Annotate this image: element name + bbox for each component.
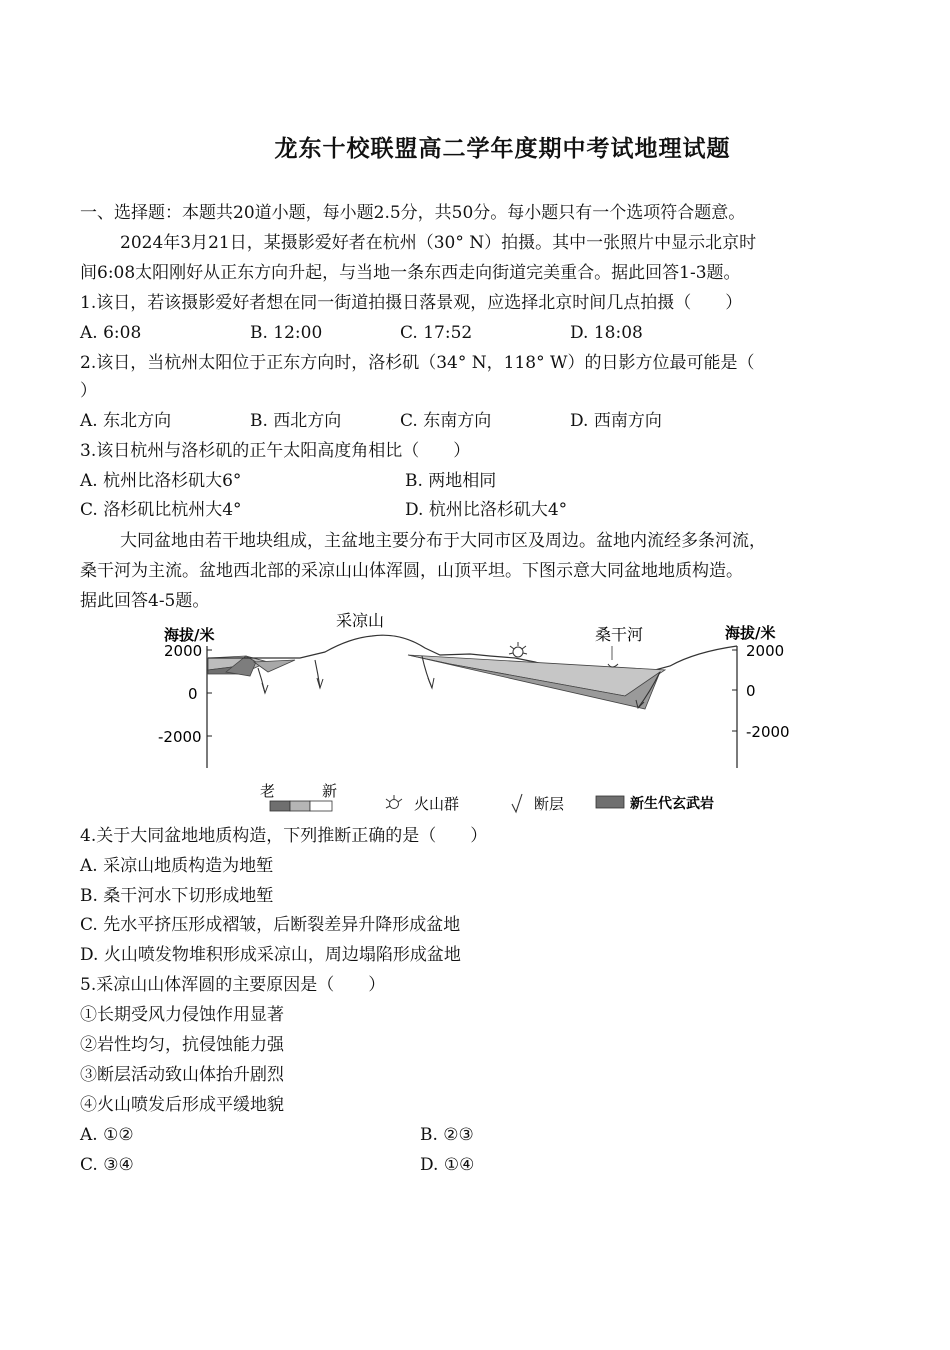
section-heading: 一、选择题：本题共20道小题，每小题2.5分，共50分。每小题只有一个选项符合题意。: [80, 203, 746, 223]
q3-option-d: D. 杭州比洛杉矶大4°: [405, 500, 568, 520]
fault-2b: [317, 678, 323, 688]
basin-strata-light: [408, 655, 665, 696]
q1-stem: 1.该日，若该摄影爱好者想在同一街道拍摄日落景观，应选择北京时间几点拍摄（ ）: [80, 293, 743, 313]
q3-option-b: B. 两地相同: [405, 471, 497, 491]
q3-option-c: C. 洛杉矶比杭州大4°: [80, 500, 242, 520]
q1-option-a: A. 6:08: [80, 323, 142, 343]
legend-volcano-icon: [386, 795, 402, 809]
q4-option-d: D. 火山喷发物堆积形成采凉山，周边塌陷形成盆地: [80, 945, 461, 965]
q5-option-d: D. ①④: [420, 1155, 475, 1175]
q1-option-b: B. 12:00: [250, 323, 323, 343]
passage1-line1: 2024年3月21日，某摄影爱好者在杭州（30° N）拍摄。其中一张照片中显示北京时: [120, 233, 757, 253]
q1-option-c: C. 17:52: [400, 323, 473, 343]
q2-option-c: C. 东南方向: [400, 411, 492, 431]
q5-item-1: ①长期受风力侵蚀作用显著: [80, 1005, 284, 1025]
tick-right-minus2000: -2000: [746, 723, 790, 741]
legend-swatch-new: [310, 801, 332, 811]
q5-item-3: ③断层活动致山体抬升剧烈: [80, 1065, 284, 1085]
tick-left-minus2000: -2000: [158, 728, 202, 746]
volcano-icon: [509, 642, 527, 657]
label-caoliangshan: 采凉山: [336, 611, 385, 630]
y-axis-label-right: 海拔/米: [725, 624, 776, 642]
legend-swatch-old: [270, 801, 290, 811]
label-sangganhe: 桑干河: [595, 625, 644, 644]
q2-option-d: D. 西南方向: [570, 411, 662, 431]
fault-1b: [262, 683, 268, 693]
legend-swatch-mid: [290, 801, 310, 811]
q2-stem-cont: ）: [80, 381, 97, 401]
tick-right-2000: 2000: [746, 642, 785, 660]
q5-option-c: C. ③④: [80, 1155, 134, 1175]
q4-option-a: A. 采凉山地质构造为地堑: [80, 856, 274, 876]
passage2-line1: 大同盆地由若干地块组成，主盆地主要分布于大同市区及周边。盆地内流经多条河流，: [120, 531, 766, 551]
q1-option-d: D. 18:08: [570, 323, 643, 343]
q4-stem: 4.关于大同盆地地质构造，下列推断正确的是（ ）: [80, 826, 488, 846]
q5-option-a: A. ①②: [80, 1125, 134, 1145]
geologic-cross-section: [150, 608, 790, 818]
y-axis-label-left: 海拔/米: [164, 626, 215, 644]
passage2-line2: 桑干河为主流。盆地西北部的采凉山山体浑圆，山顶平坦。下图示意大同盆地地质构造。: [80, 561, 743, 581]
q3-stem: 3.该日杭州与洛杉矶的正午太阳高度角相比（ ）: [80, 441, 471, 461]
q2-option-a: A. 东北方向: [80, 411, 172, 431]
q4-option-b: B. 桑干河水下切形成地堑: [80, 886, 274, 906]
q5-option-b: B. ②③: [420, 1125, 474, 1145]
page-title: 龙东十校联盟高二学年度期中考试地理试题: [274, 136, 731, 162]
fault-3b: [428, 678, 434, 688]
q3-option-a: A. 杭州比洛杉矶大6°: [80, 471, 242, 491]
q4-option-c: C. 先水平挤压形成褶皱，后断裂差异升降形成盆地: [80, 915, 461, 935]
q5-item-2: ②岩性均匀，抗侵蚀能力强: [80, 1035, 284, 1055]
legend-basalt-swatch: [596, 796, 624, 808]
q2-stem: 2.该日，当杭州太阳位于正东方向时，洛杉矶（34° N，118° W）的日影方位最可能是（: [80, 353, 755, 373]
legend-fault-label: 断层: [534, 795, 565, 813]
q5-stem: 5.采凉山山体浑圆的主要原因是（ ）: [80, 975, 386, 995]
tick-left-2000: 2000: [164, 642, 203, 660]
left-wedge: [254, 660, 295, 672]
passage2-line3: 据此回答4-5题。: [80, 591, 210, 611]
tick-left-0: 0: [188, 685, 198, 703]
legend-fault-icon: [512, 794, 522, 812]
legend-new: 新: [322, 782, 338, 800]
legend-volcano-label: 火山群: [414, 795, 460, 813]
legend-basalt-label: 新生代玄武岩: [630, 796, 714, 812]
q5-item-4: ④火山喷发后形成平缓地貌: [80, 1095, 284, 1115]
q2-option-b: B. 西北方向: [250, 411, 342, 431]
passage1-line2: 间6:08太阳刚好从正东方向升起，与当地一条东西走向街道完美重合。据此回答1-3题。: [80, 263, 741, 283]
tick-right-0: 0: [746, 682, 756, 700]
legend-old: 老: [260, 782, 276, 800]
